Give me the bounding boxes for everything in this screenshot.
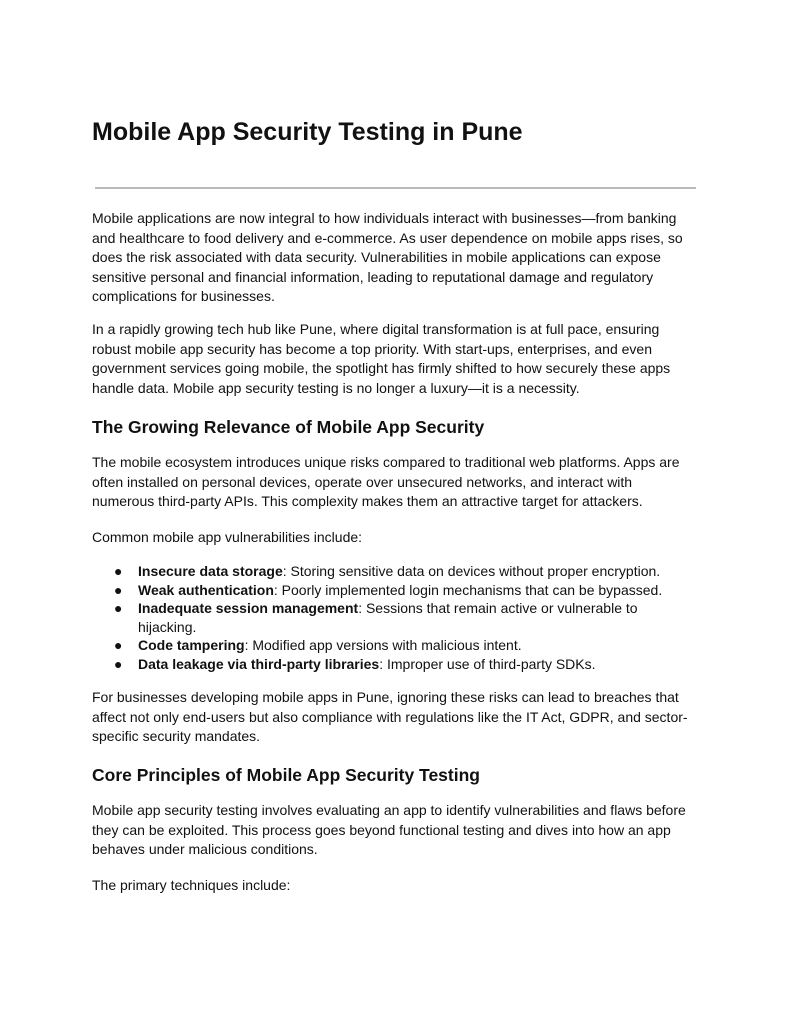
bullet-icon: ●: [114, 655, 123, 672]
intro-paragraph-2: In a rapidly growing tech hub like Pune, where digital transformation is at full pace, ensuring robust mobile app security has become a top priority. With start-ups, enterprises, and even government services going mobile, the spotlight has firmly shifted to how securely these apps handle data. Mobile app security testing is no longer a luxury—it is a necessity.: [92, 321, 671, 396]
bullet-icon: ●: [114, 581, 123, 598]
techniques-intro: The primary techniques include:: [92, 877, 291, 893]
vulnerability-description: : Sessions that remain active or vulnerable to hijacking.: [138, 600, 638, 635]
list-item: [92, 599, 698, 636]
vulnerability-description: : Improper use of third-party SDKs.: [379, 655, 596, 672]
vulnerability-description: : Modified app versions with malicious intent.: [244, 637, 522, 653]
page-title: Mobile App Security Testing in Pune: [92, 118, 523, 146]
list-item: [92, 562, 698, 581]
vulnerability-term: Insecure data storage: [138, 563, 283, 579]
vulnerability-term: Weak authentication: [138, 581, 274, 598]
vulnerability-description: : Storing sensitive data on devices without proper encryption.: [282, 563, 661, 579]
relevance-paragraph: The mobile ecosystem introduces unique risks compared to traditional web platforms. Apps are often installed on personal devices, operate over unsecured networks, and interact with numerous third-party APIs. This complexity makes them an attractive target for attackers.: [92, 454, 680, 509]
vulnerabilities-list: [92, 562, 698, 673]
relevance-closing-paragraph: For businesses developing mobile apps in Pune, ignoring these risks can lead to breaches that affect not only end-users but also compliance with regulations like the IT Act, GDPR, and sector-specific security mandates.: [92, 689, 688, 744]
vulnerability-description: : Poorly implemented login mechanisms that can be bypassed.: [273, 581, 663, 598]
list-item: [92, 636, 698, 655]
vulnerability-term: Data leakage via third-party libraries: [138, 655, 380, 672]
bullet-icon: ●: [114, 563, 123, 579]
vulnerabilities-intro: Common mobile app vulnerabilities include:: [92, 529, 363, 545]
list-item: [92, 581, 698, 600]
bullet-icon: ●: [114, 600, 123, 616]
bullet-icon: ●: [114, 637, 123, 653]
horizontal-divider: [95, 187, 696, 189]
section-heading-relevance: The Growing Relevance of Mobile App Security: [92, 417, 485, 437]
principles-paragraph: Mobile app security testing involves evaluating an app to identify vulnerabilities and flaws before they can be exploited. This process goes beyond functional testing and dives into how an app behaves under malicious conditions.: [92, 802, 686, 857]
section-heading-principles: Core Principles of Mobile App Security Testing: [92, 765, 480, 785]
vulnerability-term: Inadequate session management: [138, 600, 359, 616]
intro-paragraph-1: Mobile applications are now integral to how individuals interact with businesses—from banking and healthcare to food delivery and e-commerce. As user dependence on mobile apps rises, so does the risk associated with data security. Vulnerabilities in mobile applications can expose sensitive personal and financial information, leading to reputational damage and regulatory complications for businesses.: [92, 210, 683, 304]
list-item: [92, 655, 698, 674]
vulnerability-term: Code tampering: [138, 637, 245, 653]
